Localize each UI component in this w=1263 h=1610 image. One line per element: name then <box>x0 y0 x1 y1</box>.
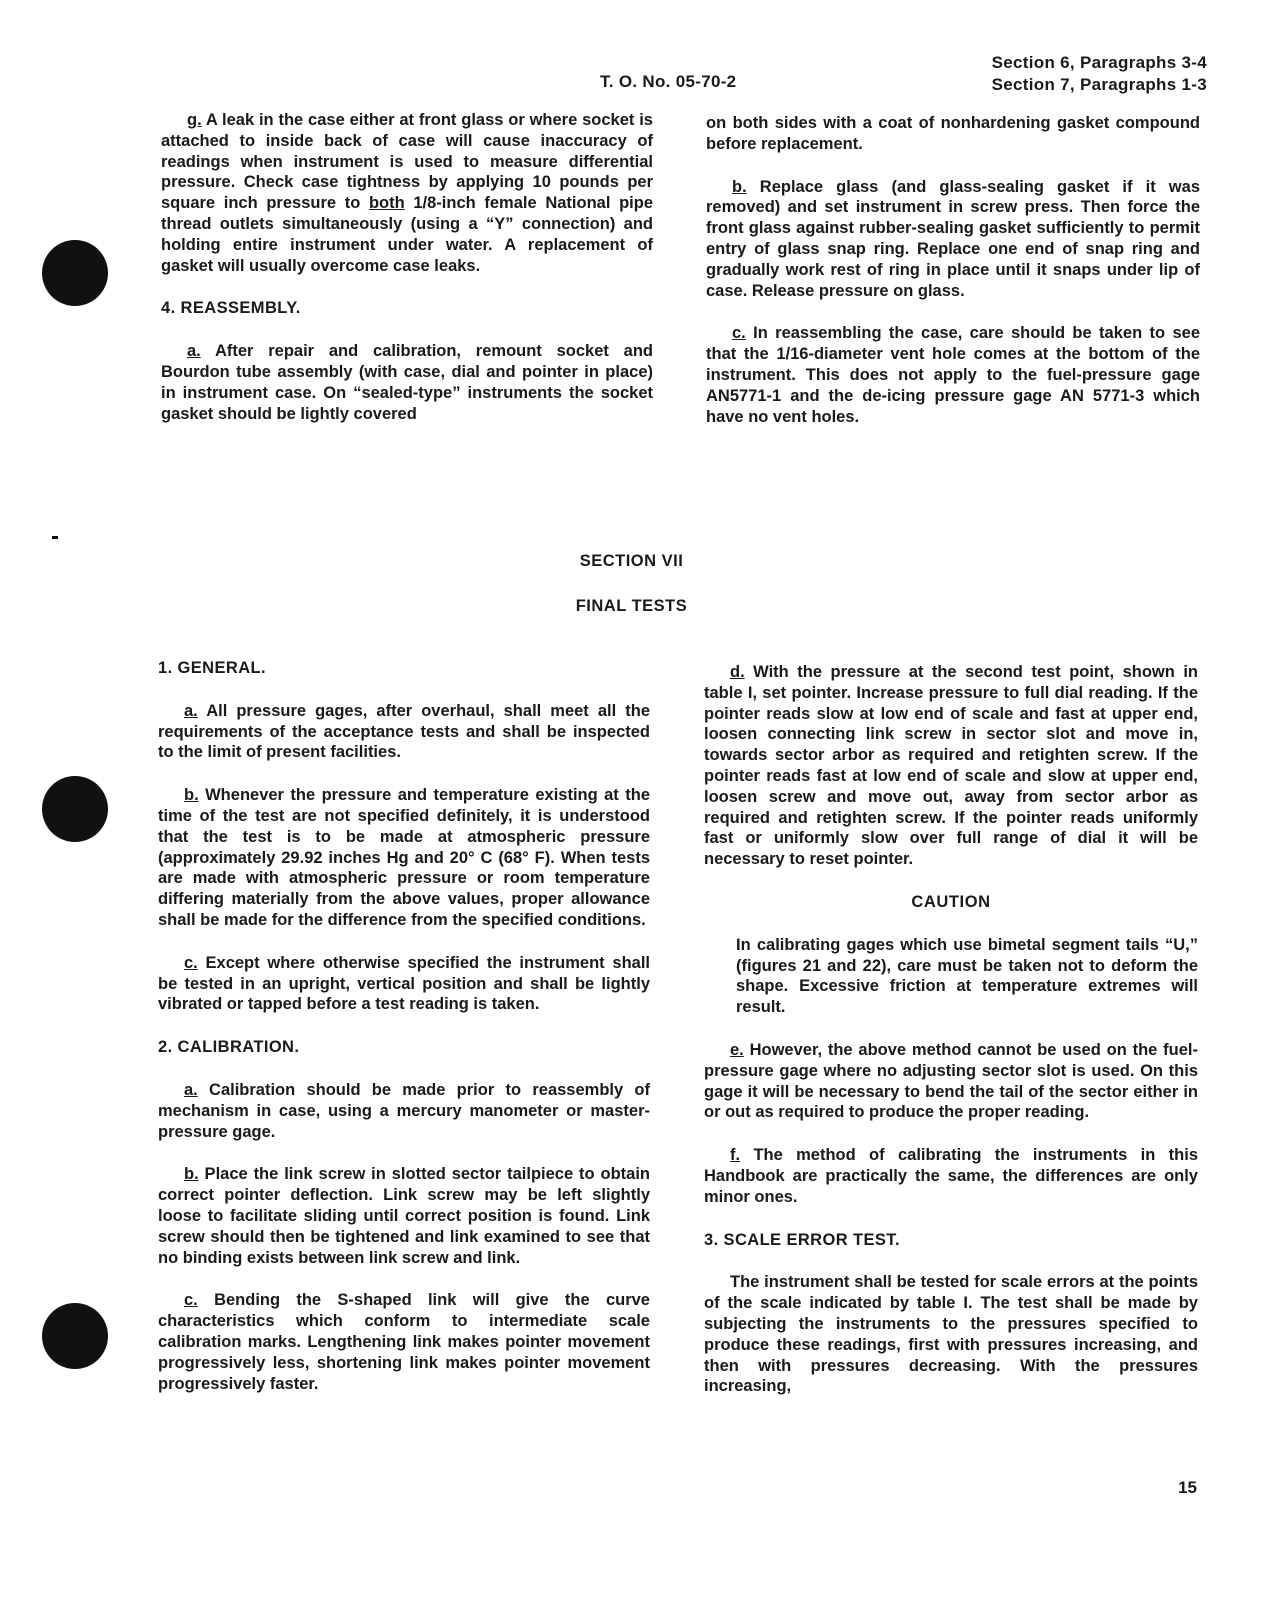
paragraph-g <box>161 110 653 276</box>
margin-mark <box>52 536 58 539</box>
paragraph-4c <box>706 323 1200 427</box>
paragraph-1c-text: Except where otherwise specified the instrument shall be tested in an upright, vertical position and shall be lightly vibrated or tapped before a test reading is taken. <box>158 953 650 1014</box>
paragraph-2a <box>158 1080 650 1142</box>
paragraph-4c-text: In reassembling the case, care should be taken to see that the 1/16-diameter vent hole comes at the bottom of the instrument. This does not apply to the fuel-pressure gage AN5771-1 and the de-icing pressure gage AN 5771-3 which have no vent holes. <box>706 324 1200 426</box>
page-number: 15 <box>1178 1478 1197 1497</box>
paragraph-g-text-2: 1/8-inch female National pipe thread outlets simultaneously (using a “Y” connection) and holding entire instrument under water. A replacement of gasket will usually overcome case leaks. <box>161 194 653 275</box>
paragraph-g-emphasis: both <box>368 194 405 213</box>
paragraph-1a-label: a. <box>184 701 198 720</box>
paragraph-2d-text: With the pressure at the second test point, shown in table I, set pointer. Increase pressure to full dial reading. If the pointer reads slow at low end of scale and fast at upper end, loosen connecting link screw in sector slot and move in, towards sector arbor as required and retighten screw. If the pointer reads fast at low end of scale and slow at upper end, loosen screw and move out, away from sector arbor as required and retighten screw. If the pointer reads uniformly fast or uniformly slow over full range of dial it will be necessary to reset pointer. <box>704 663 1198 869</box>
paragraph-2a-text: Calibration should be made prior to reassembly of mechanism in case, using a mercury manometer or master-pressure gage. <box>158 1080 650 1141</box>
bottom-left-column <box>158 658 650 1394</box>
heading-calibration: 2. CALIBRATION. <box>158 1038 300 1057</box>
paragraph-continuation: on both sides with a coat of nonhardening gasket compound before replacement. <box>706 114 1200 153</box>
paragraph-2e <box>704 1040 1198 1123</box>
caution-text: In calibrating gages which use bimetal segment tails “U,” (figures 21 and 22), care must be taken not to deform the shape. Excessive friction at temperature extremes will result. <box>736 935 1198 1017</box>
punch-hole-bottom <box>42 1303 108 1369</box>
paragraph-2e-text: However, the above method cannot be used on the fuel-pressure gage where no adjusting sector slot is used. On this gage it will be necessary to bend the tail of the sector either in or out as required to produce the proper reading. <box>704 1040 1198 1122</box>
paragraph-2a-label: a. <box>184 1080 198 1099</box>
punch-hole-middle <box>42 776 108 842</box>
paragraph-1c-label: c. <box>184 953 198 972</box>
heading-reassembly: 4. REASSEMBLY. <box>161 299 301 318</box>
heading-scale-error-test: 3. SCALE ERROR TEST. <box>704 1230 900 1249</box>
paragraph-4b-label: b. <box>732 177 747 196</box>
top-right-column <box>706 113 1200 427</box>
paragraph-1c <box>158 953 650 1015</box>
paragraph-4b-text: Replace glass (and glass-sealing gasket if it was removed) and set instrument in screw press. Then force the front glass against rubber-sealing gasket sufficiently to permit entry of glass snap ring. Replace one end of snap ring and gradually work rest of ring in place until it snaps under lip of case. Release pressure on glass. <box>706 177 1200 300</box>
paragraph-1b-label: b. <box>184 786 199 805</box>
paragraph-4a-label: a. <box>187 342 201 361</box>
paragraph-2d <box>704 662 1198 870</box>
paragraph-2d-label: d. <box>730 663 745 681</box>
paragraph-1b <box>158 785 650 931</box>
paragraph-4c-label: c. <box>732 324 746 343</box>
paragraph-4a-text: After repair and calibration, remount socket and Bourdon tube assembly (with case, dial and pointer in place) in instrument case. On “sealed-type” instruments the socket gasket should be lightly covered <box>161 342 653 423</box>
document-number: T. O. No. 05-70-2 <box>600 72 737 91</box>
heading-general: 1. GENERAL. <box>158 659 267 677</box>
paragraph-2b-text: Place the link screw in slotted sector tailpiece to obtain correct pointer deflection. Link screw may be left slightly loose to facilitate sliding until correct position is found. Link screw should then be tightened and link examined to see that no binding exists between link screw and link. <box>158 1165 650 1267</box>
paragraph-3: The instrument shall be tested for scale errors at the points of the scale indicated by table I. The test shall be made by subjecting the instruments to the pressures specified to produce these readings, first with pressures increasing, and then with pressures decreasing. With the pressures increasing, <box>704 1273 1198 1396</box>
paragraph-2f-label: f. <box>730 1146 741 1165</box>
top-left-column <box>161 110 653 424</box>
paragraph-2e-label: e. <box>730 1040 744 1059</box>
section-reference <box>992 52 1207 96</box>
section-reference-line-2: Section 7, Paragraphs 1-3 <box>991 75 1207 94</box>
punch-hole-top <box>42 240 108 306</box>
paragraph-4b <box>706 177 1200 302</box>
paragraph-g-label: g. <box>187 111 202 129</box>
paragraph-2f <box>704 1145 1198 1207</box>
section-number: SECTION VII <box>579 552 684 570</box>
section-reference-line-1: Section 6, Paragraphs 3-4 <box>991 53 1207 72</box>
section-title: FINAL TESTS <box>575 597 688 615</box>
paragraph-2b-label: b. <box>184 1165 199 1184</box>
paragraph-2c-label: c. <box>184 1291 198 1310</box>
paragraph-1a <box>158 701 650 763</box>
paragraph-2b <box>158 1164 650 1268</box>
bottom-right-column <box>704 662 1198 1397</box>
paragraph-1b-text: Whenever the pressure and temperature existing at the time of the test are not specified definitely, it is understood that the test is to be made at atmospheric pressure (approximately 29.92 inches Hg and 20° C (68° F). When tests are made with atmospheric pressure or room temperature differing materially from the above values, proper allowance shall be made for the difference from the specified conditions. <box>158 786 650 929</box>
caution-heading: CAUTION <box>911 892 991 911</box>
paragraph-2c-text: Bending the S-shaped link will give the curve characteristics which conform to intermediate scale calibration marks. Lengthening link makes pointer movement progressively less, shortening link makes pointer movement progressively faster. <box>158 1291 650 1393</box>
paragraph-2c <box>158 1290 650 1394</box>
paragraph-1a-text: All pressure gages, after overhaul, shall meet all the requirements of the acceptance tests and shall be inspected to the limit of present facilities. <box>158 701 650 762</box>
paragraph-2f-text: The method of calibrating the instruments in this Handbook are practically the same, the differences are only minor ones. <box>704 1146 1198 1206</box>
paragraph-4a <box>161 341 653 424</box>
paragraph-g-text: A leak in the case either at front glass or where socket is attached to inside back of case will cause inaccuracy of readings when instrument is used to measure differential pressure. Check case tightness by applying 10 pounds per square inch pressure to <box>161 111 653 213</box>
